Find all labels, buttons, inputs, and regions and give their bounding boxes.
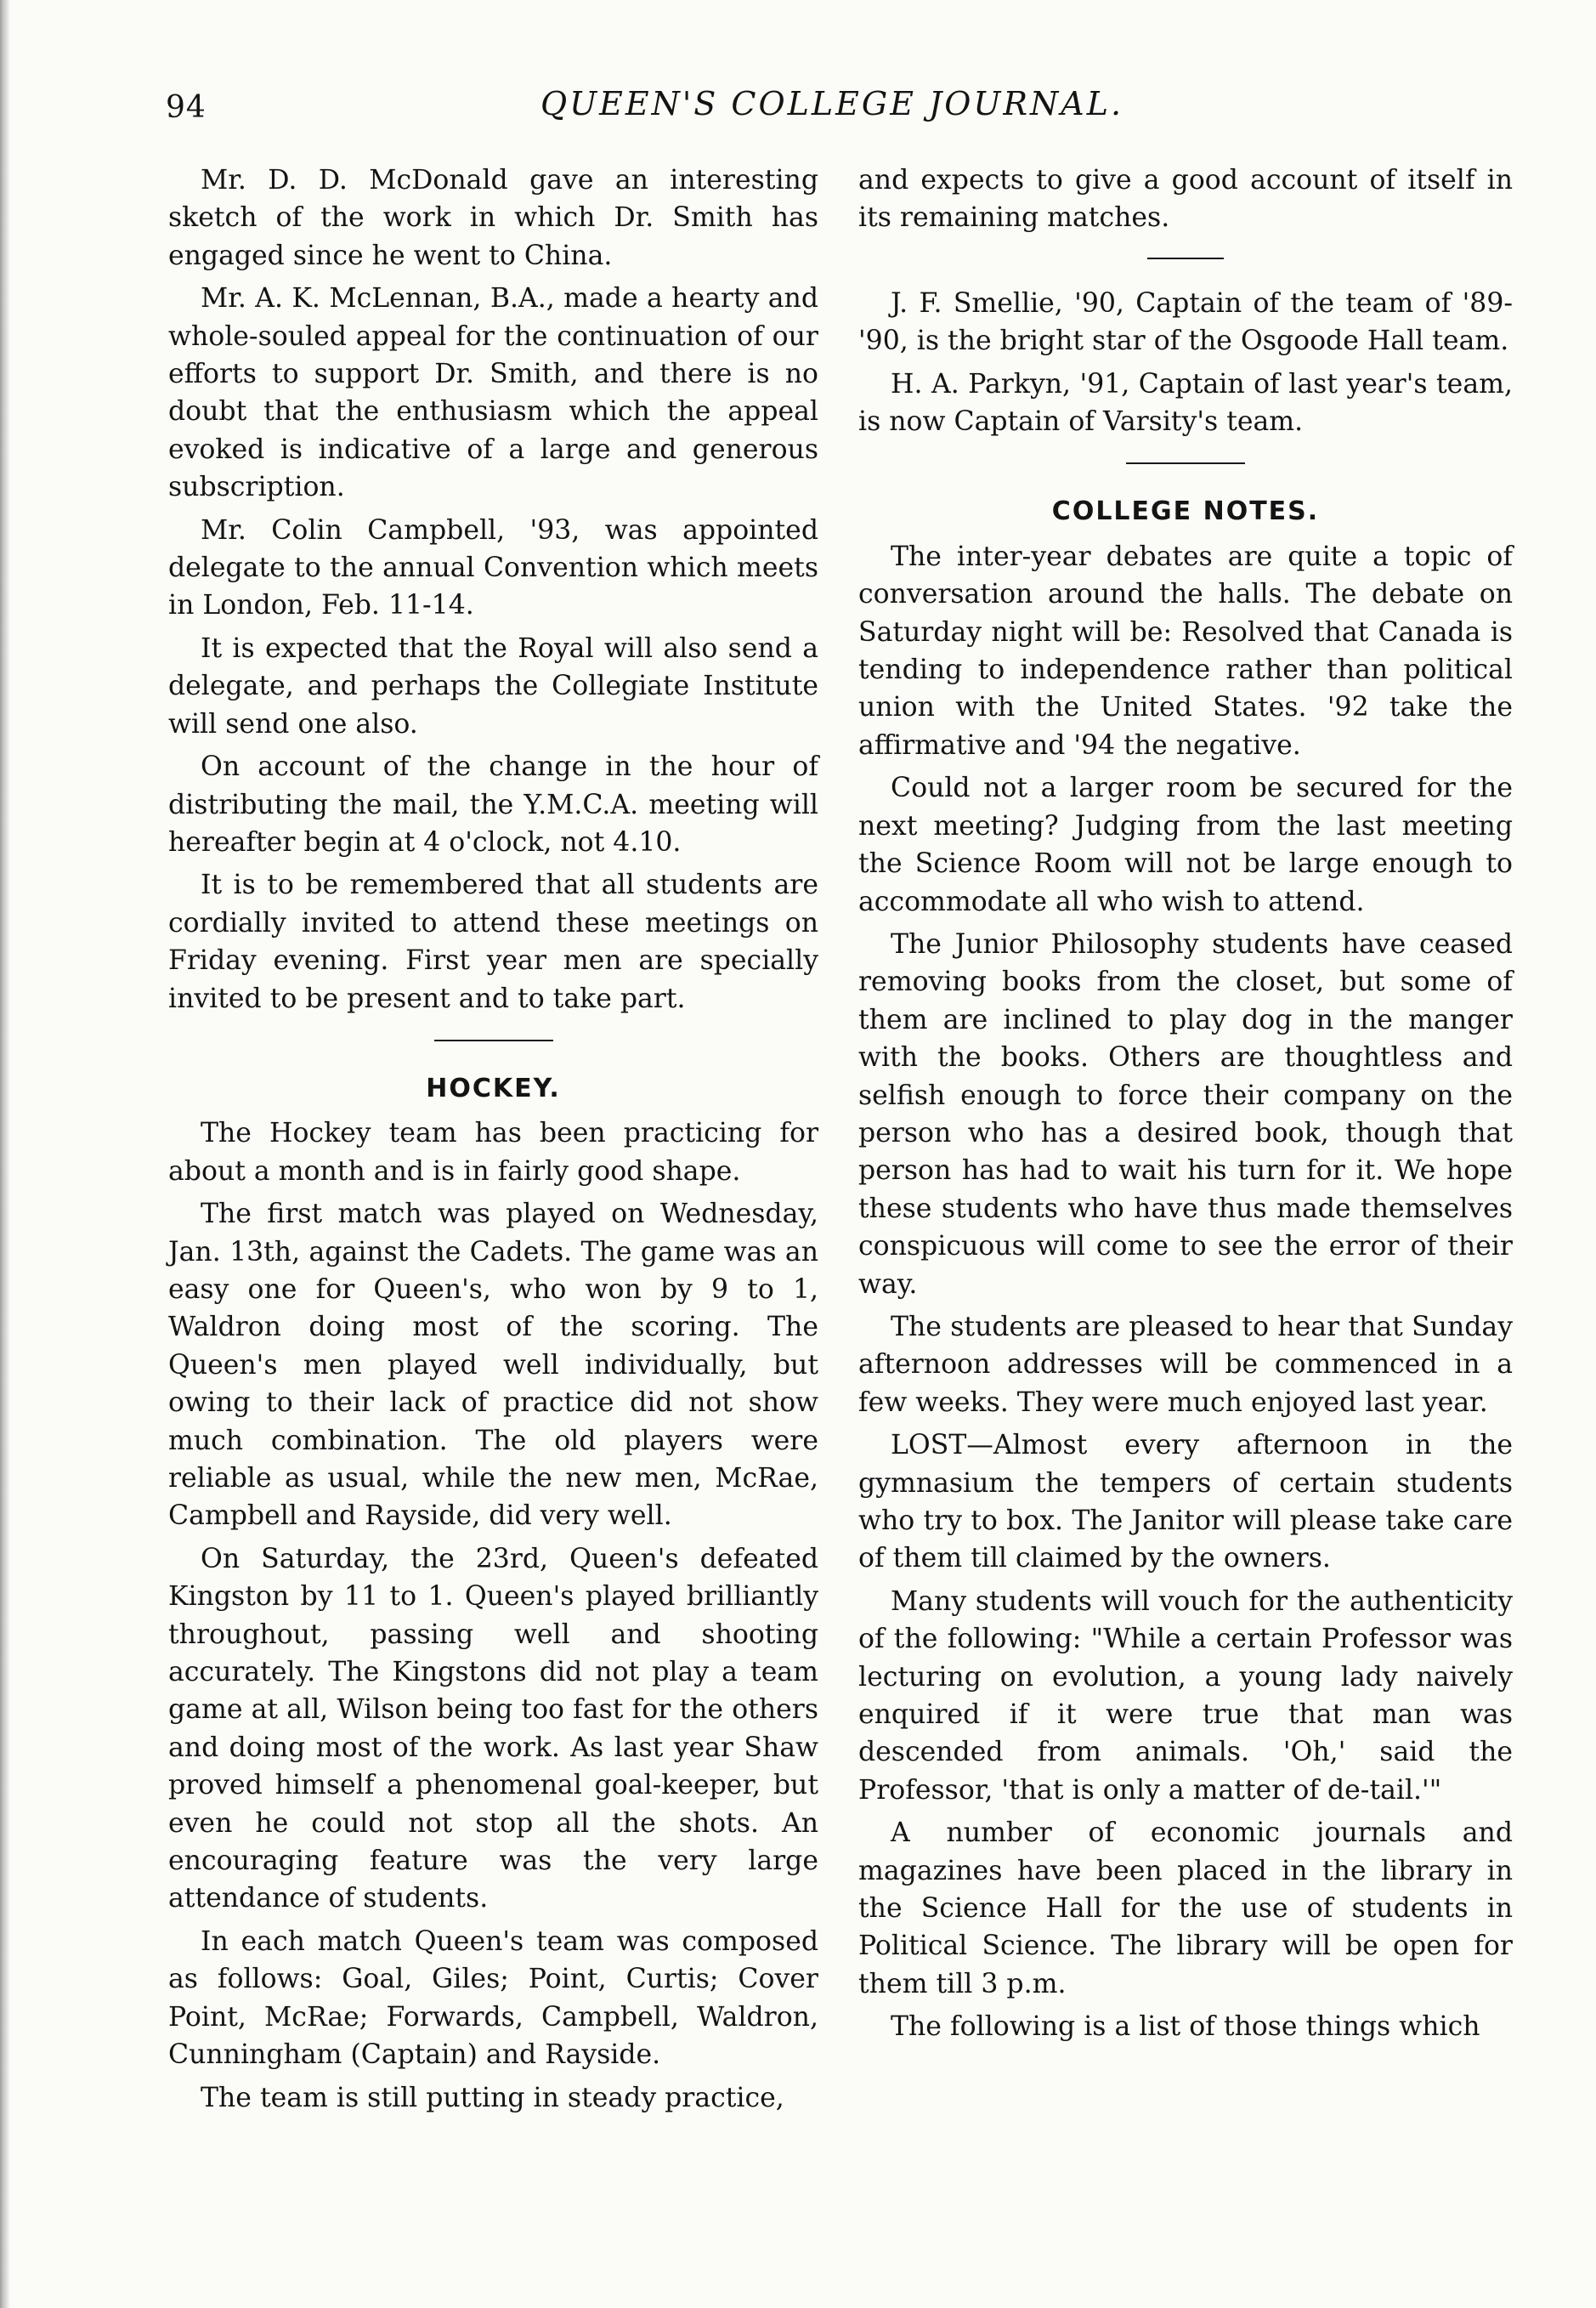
paragraph: On account of the change in the hour of distributing the mail, the Y.M.C.A. meeting will hereafter begin at 4 o'clock, not 4.10. <box>168 751 818 858</box>
journal-title: QUEEN'S COLLEGE JOURNAL. <box>540 85 1124 122</box>
paragraph: The Junior Philosophy students have ceased removing books from the closet, but some of them are inclined to play dog in the manger with the books. Others are thoughtless and selfish enough to force their company on the person who has a desired book, though that person has had to wait his turn for it. We hope these students who have thus made themselves conspicuous will come to see the error of their way. <box>858 928 1513 1300</box>
section-divider <box>434 1040 553 1041</box>
scan-edge-shadow <box>0 0 12 2308</box>
paragraph: Mr. A. K. McLennan, B.A., made a hearty and whole-souled appeal for the continuation of our efforts to support Dr. Smith, and there is no doubt that the enthusiasm which the appeal evoked is indicative of a large and generous subscription. <box>168 283 818 503</box>
paragraph: Mr. Colin Campbell, '93, was appointed delegate to the annual Convention which meets in London, Feb. 11-14. <box>168 514 818 621</box>
paragraph: H. A. Parkyn, '91, Captain of last year's team, is now Captain of Varsity's team. <box>858 368 1513 438</box>
paragraph: A number of economic journals and magazines have been placed in the library in the Science Hall for the use of students in Political Science. The library will be open for them till 3 p.m. <box>858 1817 1513 1999</box>
paragraph: The following is a list of those things which <box>891 2011 1480 2043</box>
paragraph: On Saturday, the 23rd, Queen's defeated Kingston by 11 to 1. Queen's played brilliantly throughout, passing well and shooting accurately. The Kingstons did not play a team game at all, Wilson being too fast for the others and doing most of the work. As last year Shaw proved himself a phenomenal goal-keeper, but even he could not stop all the shots. An encouraging feature was the very large attendance of students. <box>168 1543 818 1914</box>
section-divider <box>1147 258 1224 259</box>
paragraph: Mr. D. D. McDonald gave an interesting sketch of the work in which Dr. Smith has engaged since he went to China. <box>168 165 818 271</box>
section-divider <box>1126 462 1245 464</box>
page-number: 94 <box>166 90 207 125</box>
right-column <box>858 162 1513 2051</box>
paragraph: The Hockey team has been practicing for about a month and is in fairly good shape. <box>168 1118 818 1187</box>
paragraph: It is to be remembered that all students are cordially invited to attend these meetings on Friday evening. First year men are specially invited to be present and to take part. <box>168 870 818 1014</box>
paragraph: Could not a larger room be secured for the next meeting? Judging from the last meeting the Science Room will not be large enough to accommodate all who wish to attend. <box>858 773 1513 917</box>
paragraph-continuation: and expects to give a good account of itself in its remaining matches. <box>858 165 1513 234</box>
hockey-heading: HOCKEY. <box>426 1073 561 1103</box>
college-notes-heading: COLLEGE NOTES. <box>1051 496 1320 527</box>
left-column <box>168 162 818 2122</box>
paragraph: In each match Queen's team was composed as follows: Goal, Giles; Point, Curtis; Cover Point, McRae; Forwards, Campbell, Waldron, Cunningham (Captain) and Rayside. <box>168 1925 818 2071</box>
paragraph: The inter-year debates are quite a topic of conversation around the halls. The debate on Saturday night will be: Resolved that Canada is tending to independence rather than political union with the United States. '92 take the affirmative and '94 the negative. <box>858 541 1513 761</box>
paragraph: The team is still putting in steady practice, <box>201 2082 784 2113</box>
paragraph: J. F. Smellie, '90, Captain of the team of '89-'90, is the bright star of the Osgoode Hall team. <box>858 287 1513 357</box>
paragraph: LOST—Almost every afternoon in the gymnasium the tempers of certain students who try to box. The Janitor will please take care of them till claimed by the owners. <box>858 1430 1513 1574</box>
paragraph: The students are pleased to hear that Sunday afternoon addresses will be commenced in a few weeks. They were much enjoyed last year. <box>858 1311 1513 1418</box>
paragraph: It is expected that the Royal will also send a delegate, and perhaps the Collegiate Institute will send one also. <box>168 632 818 740</box>
paragraph: Many students will vouch for the authenticity of the following: "While a certain Professor was lecturing on evolution, a young lady naively enquired if it were true that man was descended from animals. 'Oh,' said the Professor, 'that is only a matter of de-tail.'" <box>858 1585 1513 1806</box>
paragraph: The first match was played on Wednesday, Jan. 13th, against the Cadets. The game was an easy one for Queen's, who won by 9 to 1, Waldron doing most of the scoring. The Queen's men played well individually, but owing to their lack of practice did not show much combination. The old players were reliable as usual, while the new men, McRae, Campbell and Rayside, did very well. <box>168 1199 818 1532</box>
